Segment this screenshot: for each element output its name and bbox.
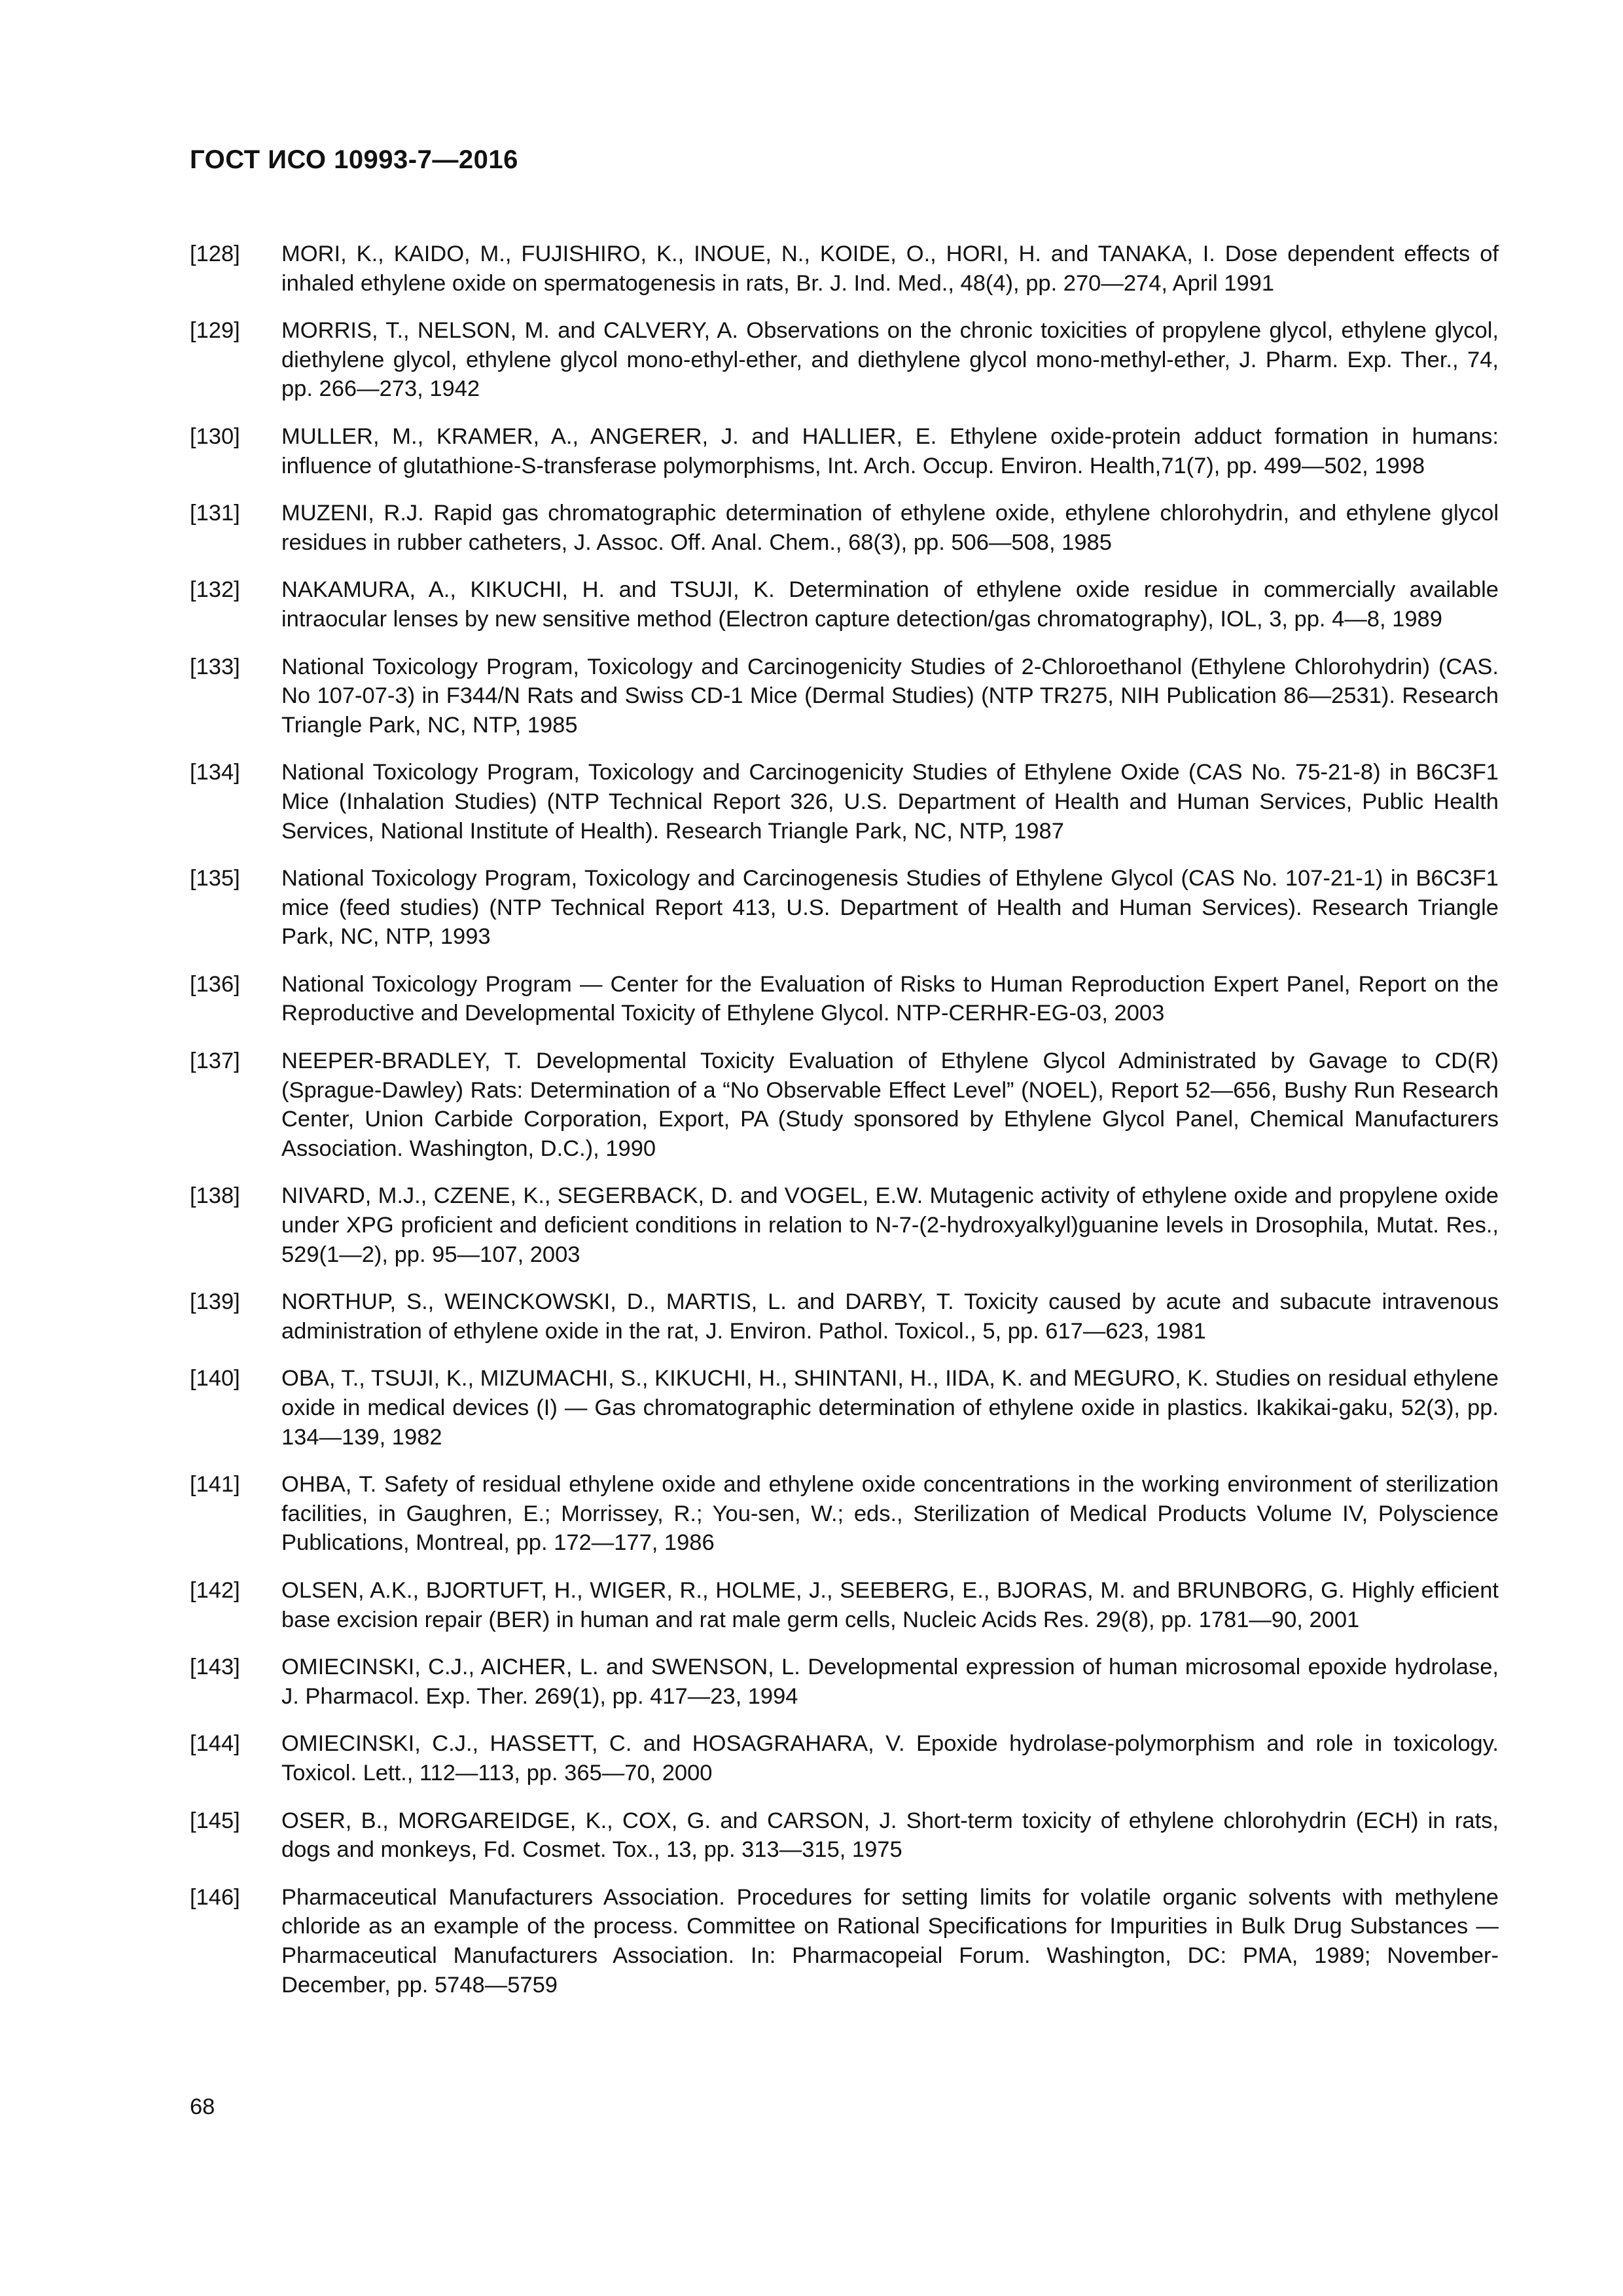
reference-number: [143] — [190, 1655, 240, 1680]
list-item — [190, 1287, 1499, 1346]
list-item — [190, 1364, 1499, 1452]
reference-text: National Toxicology Program, Toxicology and Carcinogenicity Studies of 2-Chloroethanol (Ethylene Chlorohydrin) (CAS. No 107-07-3) in F344/N Rats and Swiss CD-1 Mice (Dermal Studies) (NTP TR275, NIH Publication 86—2531). Research Triangle Park, NC, NTP, 1985 — [281, 654, 1499, 738]
reference-text: OHBA, T. Safety of residual ethylene oxide and ethylene oxide concentrations in the working environment of sterilization facilities, in Gaughren, E.; Morrissey, R.; You-sen, W.; eds., Sterilization of Medical Products Volume IV, Polyscience Publications, Montreal, pp. 172—177, 1986 — [281, 1472, 1499, 1556]
list-item — [190, 240, 1499, 298]
reference-text: OMIECINSKI, C.J., HASSETT, C. and HOSAGRAHARA, V. Epoxide hydrolase-polymorphism and role in toxicology. Toxicol. Lett., 112—113, pp. 365—70, 2000 — [281, 1731, 1499, 1785]
reference-number: [141] — [190, 1472, 240, 1498]
reference-text: MUZENI, R.J. Rapid gas chromatographic determination of ethylene oxide, ethylene chlorohydrin, and ethylene glycol residues in rubber catheters, J. Assoc. Off. Anal. Chem., 68(3), pp. 506—508, 1985 — [281, 501, 1499, 555]
reference-number: [128] — [190, 242, 240, 266]
reference-number: [135] — [190, 866, 240, 891]
reference-number: [133] — [190, 654, 240, 679]
reference-number: [139] — [190, 1289, 240, 1315]
list-item — [190, 1883, 1499, 2000]
reference-text: OSER, B., MORGAREIDGE, K., COX, G. and CARSON, J. Short-term toxicity of ethylene chlorohydrin (ECH) in rats, dogs and monkeys, Fd. Cosmet. Tox., 13, pp. 313—315, 1975 — [281, 1808, 1499, 1863]
list-item — [190, 316, 1499, 404]
reference-text: NIVARD, M.J., CZENE, K., SEGERBACK, D. and VOGEL, E.W. Mutagenic activity of ethylene oxide and propylene oxide under XPG proficient and deficient conditions in relation to N-7-(2-hydroxyalkyl)guanine levels in Drosophila, Mutat. Res., 529(1—2), pp. 95—107, 2003 — [281, 1183, 1499, 1267]
list-item — [190, 864, 1499, 952]
list-item — [190, 1047, 1499, 1163]
reference-text: NAKAMURA, A., KIKUCHI, H. and TSUJI, K. Determination of ethylene oxide residue in commercially available intraocular lenses by new sensitive method (Electron capture detection/gas chromatography), IOL, 3, pp. 4—8, 1989 — [281, 577, 1499, 632]
reference-text: National Toxicology Program, Toxicology and Carcinogenicity Studies of Ethylene Oxide (CAS No. 75-21-8) in B6C3F1 Mice (Inhalation Studies) (NTP Technical Report 326, U.S. Department of Health and Human Services, Public Health Services, National Institute of Health). Research Triangle Park, NC, NTP, 1987 — [281, 760, 1499, 844]
reference-text: National Toxicology Program, Toxicology and Carcinogenesis Studies of Ethylene Glycol (CAS No. 107-21-1) in B6C3F1 mice (feed studies) (NTP Technical Report 413, U.S. Department of Health and Human Services). Research Triangle Park, NC, NTP, 1993 — [281, 866, 1499, 950]
page-title: ГОСТ ИСО 10993-7—2016 — [190, 145, 518, 174]
reference-text: OLSEN, A.K., BJORTUFT, H., WIGER, R., HOLME, J., SEEBERG, E., BJORAS, M. and BRUNBORG, G. Highly efficient base excision repair (BER) in human and rat male germ cells, Nucleic Acids Res. 29(8), pp. 1781—90, 2001 — [281, 1577, 1499, 1632]
reference-number: [130] — [190, 423, 240, 449]
list-item — [190, 422, 1499, 480]
reference-number: [132] — [190, 577, 240, 603]
list-item — [190, 499, 1499, 557]
list-item — [190, 1806, 1499, 1865]
list-item — [190, 1470, 1499, 1558]
list-item — [190, 758, 1499, 846]
list-item — [190, 1181, 1499, 1269]
reference-number: [137] — [190, 1049, 240, 1074]
reference-list — [190, 240, 1499, 2018]
reference-number: [144] — [190, 1731, 240, 1757]
list-item — [190, 1729, 1499, 1787]
reference-text: MULLER, M., KRAMER, A., ANGERER, J. and HALLIER, E. Ethylene oxide-protein adduct formation in humans: influence of glutathione-S-transferase polymorphisms, Int. Arch. Occup. Environ. Health,71(7), pp. 499—502, 1998 — [281, 423, 1499, 478]
reference-number: [138] — [190, 1183, 240, 1209]
list-item — [190, 1576, 1499, 1634]
reference-number: [129] — [190, 318, 240, 344]
reference-number: [140] — [190, 1366, 240, 1391]
reference-number: [142] — [190, 1577, 240, 1603]
list-item — [190, 653, 1499, 740]
reference-text: NEEPER-BRADLEY, T. Developmental Toxicity Evaluation of Ethylene Glycol Administrated by Gavage to CD(R) (Sprague-Dawley) Rats: Determination of a “No Observable Effect Level” (NOEL), Report 52—656, Bushy Run Research Center, Union Carbide Corporation, Export, PA (Study sponsored by Ethylene Glycol Panel, Chemical Manufacturers Association. Washington, D.C.), 1990 — [281, 1049, 1499, 1161]
reference-text: NORTHUP, S., WEINCKOWSKI, D., MARTIS, L. and DARBY, T. Toxicity caused by acute and subacute intravenous administration of ethylene oxide in the rat, J. Environ. Pathol. Toxicol., 5, pp. 617—623, 1981 — [281, 1289, 1499, 1344]
reference-number: [131] — [190, 501, 240, 526]
reference-number: [145] — [190, 1808, 240, 1833]
page-number: 68 — [190, 2094, 215, 2119]
reference-text: OMIECINSKI, C.J., AICHER, L. and SWENSON, L. Developmental expression of human microsomal epoxide hydrolase, J. Pharmacol. Exp. Ther. 269(1), pp. 417—23, 1994 — [281, 1655, 1499, 1709]
reference-text: National Toxicology Program — Center for the Evaluation of Risks to Human Reproduction Expert Panel, Report on the Reproductive and Developmental Toxicity of Ethylene Glycol. NTP-CERHR-EG-03, 2003 — [281, 971, 1499, 1026]
reference-text: MORRIS, T., NELSON, M. and CALVERY, A. Observations on the chronic toxicities of propylene glycol, ethylene glycol, diethylene glycol, ethylene glycol mono-ethyl-ether, and diethylene glycol mono-methyl-ether, J. Pharm. Exp. Ther., 74, pp. 266—273, 1942 — [281, 318, 1499, 402]
reference-number: [146] — [190, 1884, 240, 1910]
reference-number: [134] — [190, 760, 240, 785]
list-item — [190, 1653, 1499, 1711]
reference-text: MORI, K., KAIDO, M., FUJISHIRO, K., INOUE, N., KOIDE, O., HORI, H. and TANAKA, I. Dose dependent effects of inhaled ethylene oxide on spermatogenesis in rats, Br. J. Ind. Med., 48(4), pp. 270—274, April 1991 — [281, 242, 1499, 296]
list-item — [190, 575, 1499, 634]
reference-text: Pharmaceutical Manufacturers Association. Procedures for setting limits for volatile organic solvents with methylene chloride as an example of the process. Committee on Rational Specifications for Impurities in Bulk Drug Substances — Pharmaceutical Manufacturers Association. In: Pharmacopeial Forum. Washington, DC: PMA, 1989; November-December, pp. 5748—5759 — [281, 1884, 1499, 1998]
reference-text: OBA, T., TSUJI, K., MIZUMACHI, S., KIKUCHI, H., SHINTANI, H., IIDA, K. and MEGURO, K. Studies on residual ethylene oxide in medical devices (I) — Gas chromatographic determination of ethylene oxide in plastics. Ikakikai-gaku, 52(3), pp. 134—139, 1982 — [281, 1366, 1499, 1450]
reference-number: [136] — [190, 971, 240, 997]
list-item — [190, 970, 1499, 1028]
